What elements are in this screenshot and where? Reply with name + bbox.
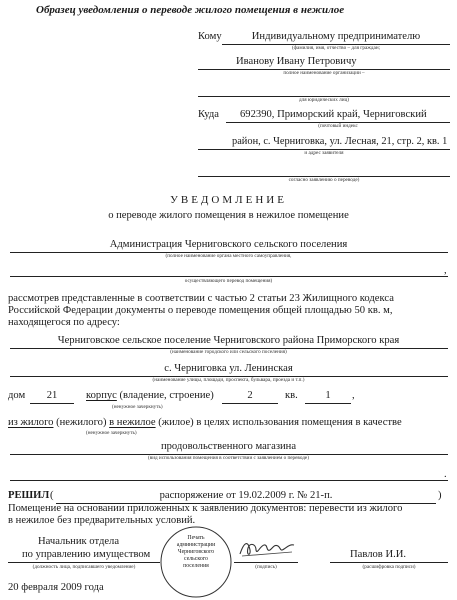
flat-value: 1 [325,390,331,401]
org-hint: полное наименование организации – [283,70,365,76]
flat-label: кв. [285,390,298,401]
purpose-hint: (вид использования помещения в соответствии с заявлением о переводе) [148,455,309,461]
position-line-2: по управлению имуществом [22,549,151,560]
house-value: 21 [46,390,58,401]
street-value: с. Черниговка ул. Ленинская [164,363,293,374]
comma-2: , [352,390,355,401]
position-hint: (должность лица, подписавшего уведомление) [32,564,136,570]
cross-hint: (ненужное зачеркнуть) [112,404,163,410]
decision-line-2: в нежилое без предварительных условий. [8,515,196,526]
period: . [444,469,447,480]
house-label: дом [8,390,26,401]
notice-heading: УВЕДОМЛЕНИЕ [170,194,287,206]
name-underline-2 [330,562,448,563]
open-paren: ( [50,490,54,501]
authority-underline-2 [10,276,448,277]
to-value: Индивидуальному предпринимателю [251,31,421,42]
document-title: Образец уведомления о переводе жилого помещения в нежилое [36,4,345,16]
purpose-underline-2 [10,480,448,481]
stamp-line-2: администрации [176,542,216,548]
sign-underline [234,562,298,563]
body-line-3: находящегося по адресу: [8,317,120,328]
settlement-hint: (наименование городского или сельского поселения) [170,349,287,355]
where-value: 692390, Приморский край, Черниговский [240,109,427,120]
sign-hint: (подпись) [255,564,277,570]
comma: , [444,265,447,276]
position-underline [8,562,160,563]
consent-hint: согласно заявлению о переводе) [288,177,360,183]
postal-hint: (почтовый индекс [318,123,358,129]
position-line-1: Начальник отдела [38,536,120,547]
address-hint: и адрес заявителя [304,150,344,156]
stamp-line-3: Черниговского [177,549,215,555]
to-label: Кому [198,31,222,42]
legal-hint: для юридических лиц) [299,97,349,103]
stamp-line-4: сельского [184,556,208,562]
body-line-1: рассмотрев представленные в соответствии с частью 2 статьи 23 Жилищного кодекса [8,293,394,304]
authority-value: Администрация Черниговского сельского поселения [109,239,348,250]
signature-scribble [236,536,298,562]
settlement-value: Черниговское сельское поселение Черниговского района Приморского края [57,335,400,346]
to-hint: (фамилия, имя, отчество – для граждан; [291,45,381,51]
stamp-line-5: поселения [183,563,209,569]
street-hint: (наименование улицы, площади, проспекта, бульвара, проезда и т.п.) [152,377,305,383]
close-paren: ) [438,490,442,501]
decision-value: распоряжение от 19.02.2009 г. № 21-п. [159,490,333,501]
notice-subtitle: о переводе жилого помещения в нежилое помещение [108,210,349,221]
flat-underline [305,403,351,404]
cross-hint-2: (ненужное зачеркнуть) [86,430,137,436]
corpus-label: корпус (владение, строение) [86,390,214,401]
address-value: район, с. Черниговка, ул. Лесная, 21, стр. 2, кв. 1 [232,136,448,147]
where-label: Куда [198,109,219,120]
body-line-2: Российской Федерации документы о переводе помещения общей площадью 50 кв. м, [8,305,393,316]
authority-hint: (полное наименование органа местного самоуправления, [165,253,292,259]
decision-label: РЕШИЛ [8,490,50,501]
authority-hint-2: осуществляющего перевод помещения) [184,278,273,284]
decision-line-1: Помещение на основании приложенных к заявлению документов: перевести из жилого [8,503,403,514]
corpus-underline [222,403,278,404]
corpus-value: 2 [247,390,253,401]
purpose-value: продовольственного магазина [160,441,297,452]
house-underline [30,403,74,404]
purpose-line: из жилого (нежилого) в нежилое (жилое) в целях использования помещения в качестве [8,417,402,428]
date: 20 февраля 2009 года [8,582,104,593]
signer-name: Павлов И.И. [350,549,407,560]
stamp-line-1: Печать [187,535,205,541]
name-hint: (расшифровка подписи) [362,564,416,570]
name-value: Иванову Ивану Петровичу [236,56,357,67]
